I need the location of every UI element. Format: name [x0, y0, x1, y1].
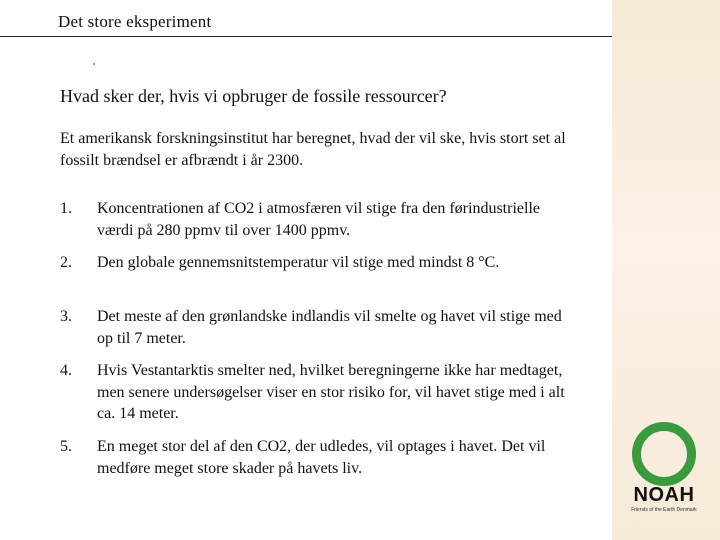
list-item-text: Koncentrationen af CO2 i atmosfæren vil stige fra den førindustrielle værdi på 280 ppmv til over 1400 ppmv. — [97, 200, 540, 239]
decorative-dot — [93, 63, 95, 65]
header-divider — [0, 36, 612, 37]
list-item-text: Hvis Vestantarktis smelter ned, hvilket beregningerne ikke har medtaget, men senere undersøgelser viser en stor risiko for, vil havet stige med i alt ca. 14 meter. — [97, 362, 565, 422]
list-item-number: 3. — [60, 308, 72, 325]
intro-paragraph: Et amerikansk forskningsinstitut har beregnet, hvad der vil ske, hvis stort set al fossilt brændsel er afbrændt i år 2300. — [60, 130, 566, 169]
logo-tagline: Friends of the Earth Denmark — [631, 507, 697, 513]
list-item-number: 5. — [60, 438, 72, 455]
list-item-text: En meget stor del af den CO2, der udledes, vil optages i havet. Det vil medføre meget store skader på havets liv. — [97, 438, 546, 477]
green-ring-icon — [632, 422, 696, 486]
list-item-text: Den globale gennemsnitstemperatur vil stige med mindst 8 °C. — [97, 254, 500, 271]
logo-wordmark: NOAH — [633, 484, 695, 506]
page-title: Det store eksperiment — [58, 12, 212, 31]
question-heading: Hvad sker der, hvis vi opbruger de fossile ressourcer? — [60, 86, 447, 106]
list-item-number: 1. — [60, 200, 72, 217]
list-item-text: Det meste af den grønlandske indlandis vil smelte og havet vil stige med op til 7 meter. — [97, 308, 562, 347]
noah-logo — [622, 420, 706, 520]
list-item-number: 2. — [60, 254, 72, 271]
list-item-number: 4. — [60, 362, 72, 379]
